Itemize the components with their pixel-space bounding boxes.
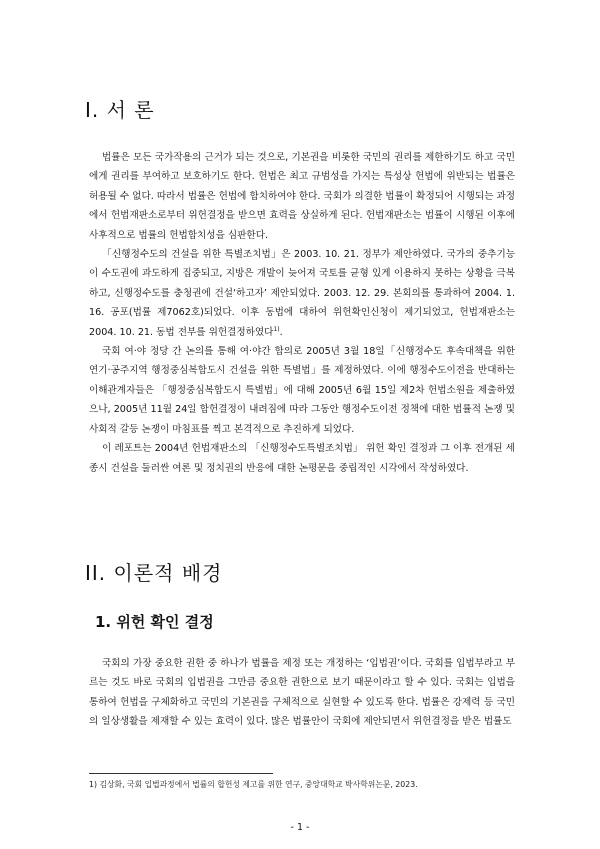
footnote: 1) 김상화, 국회 입법과정에서 법률의 합헌성 제고를 위한 연구, 중앙대학교 박사학위논문, 2023. [89,780,418,789]
paragraph-text: 「신행정수도의 건설을 위한 특별조치법」은 2003. 10. 21. 정부가 제안하였다. 국가의 중추기능이 수도권에 과도하게 집중되고, 지방은 개발이 늦어져 국토를 균형 있게 이용하지 못하는 상황을 극복하고, 신행정수도를 충청권에 건설‘하고자’ 제안되었다. 2003. 12. 29. 본회의를 통과하여 2004. 1. 16. 공포(법률 제7062호)되었다. 이후 동법에 대하여 위헌확인신청이 제기되었고, 헌법재판소는 2004. 10. 21. 동법 전부를 위헌결정하였다 [89,249,515,338]
background-body [89,654,515,732]
paragraph: 법률은 모든 국가작용의 근거가 되는 것으로, 기본권을 비롯한 국민의 권리를 제한하기도 하고 국민에게 권리를 부여하고 보호하기도 한다. 헌법은 최고 규범성을 가지는 특성상 헌법에 위반되는 법률은 허용될 수 없다. 따라서 법률은 헌법에 합치하여야 한다. 국회가 의결한 법률이 확정되어 시행되는 과정에서 헌법재판소로부터 위헌결정을 받으면 효력을 상실하게 된다. 헌법재판소는 법률이 시행된 이후에 사후적으로 법률의 헌법합치성을 심판한다. [89,152,515,241]
page-number: - 1 - [290,822,310,833]
paragraph: 국회의 가장 중요한 권한 중 하나가 법률을 제정 또는 개정하는 ‘입법권’이다. 국회를 입법부라고 부르는 것도 바로 국회의 입법권을 그만큼 중요한 권한으로 보기 때문이라고 할 수 있다. 국회는 입법을 통하여 헌법을 구체화하고 국민의 기본권을 구체적으로 실현할 수 있도록 한다. 법률은 강제력 등 국민의 일상생활을 제재할 수 있는 효력이 있다. 많은 법률안이 국회에 제안되면서 위헌결정을 받은 법률도 [89,658,515,728]
paragraph: 「신행정수도의 건설을 위한 특별조치법」은 2003. 10. 21. 정부가 제안하였다. 국가의 중추기능이 수도권에 과도하게 집중되고, 지방은 개발이 늦어져 국토를 균형 있게 이용하지 못하는 상황을 극복하고, 신행정수도를 충청권에 건설‘하고자’ 제안되었다. 2003. 12. 29. 본회의를 통과하여 2004. 1. 16. 공포(법률 제7062호)되었다. 이후 동법에 대하여 위헌확인신청이 제기되었고, 헌법재판소는 2004. 10. 21. 동법 전부를 위헌결정하였다$^{1)}$. [89,249,515,338]
subsection-title: 1. 위헌 확인 결정 [95,613,214,631]
footnote-marker[interactable]: 1) [273,325,280,333]
footnote-divider [89,773,273,774]
section-title-introduction: I. 서 론 [85,98,155,122]
paragraph: 이 레포트는 2004년 헌법재판소의 「신행정수도특별조치법」 위헌 확인 결정과 그 이후 전개된 세종시 건설을 둘러싼 여론 및 정치권의 반응에 대한 논평문을 중립적인 시각에서 작성하였다. [89,443,515,474]
introduction-body [89,148,515,478]
paragraph: 국회 여·야 정당 간 논의를 통해 여·야간 합의로 2005년 3월 18일「신행정수도 후속대책을 위한 연기·공주지역 행정중심복합도시 건설을 위한 특별법」를 제정하였다. 이에 행정수도이전을 반대하는 이해관계자들은 「행정중심복합도시 특별법」에 대해 2005년 6월 15일 제2차 헌법소원을 제출하였으나, 2005년 11월 24일 합헌결정이 내려짐에 따라 그동안 행정수도이전 정책에 대한 법률적 논쟁 및 사회적 갈등 논쟁이 마침표를 찍고 본격적으로 추진하게 되었다. [89,346,515,435]
section-title-background: II. 이론적 배경 [85,561,223,585]
